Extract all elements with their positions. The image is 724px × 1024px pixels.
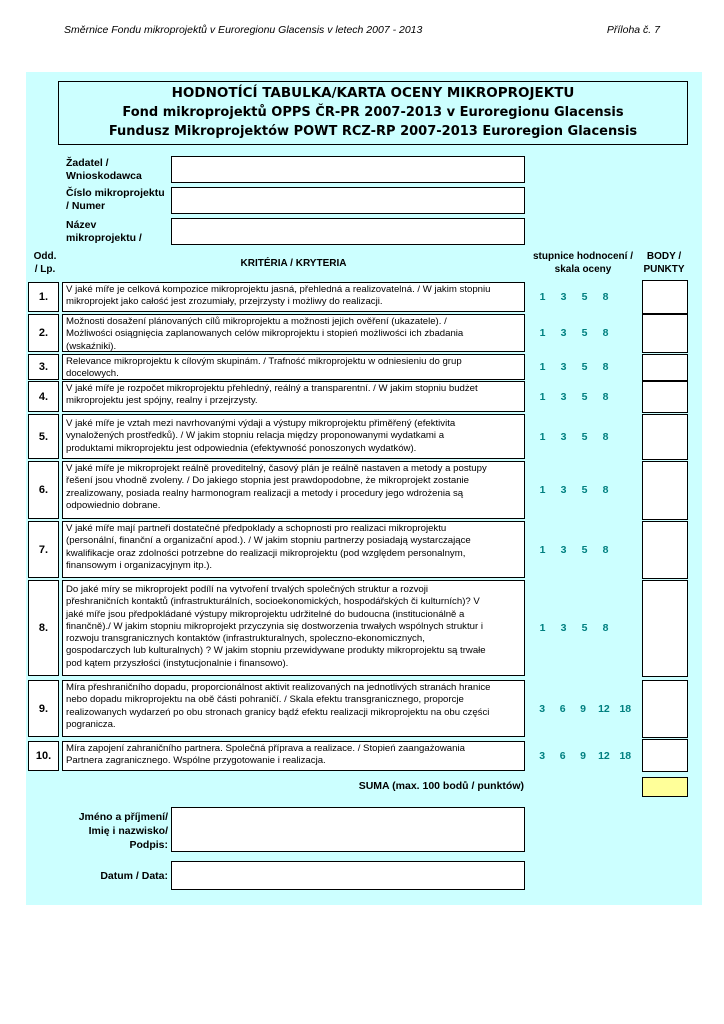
project-number-label: Číslo mikroprojektu / Numer xyxy=(66,187,165,212)
column-header-criteria: KRITÉRIA / KRYTERIA xyxy=(240,258,347,269)
rating-scale: 1 3 5 8 xyxy=(539,291,609,303)
criterion-number: 8. xyxy=(28,580,59,676)
criterion-text: V jaké míře je mikroprojekt reálně proveditelný, časový plán je reálně nastaven a metody a postupy řešení jsou vhodně zvoleny. / Do jakiego stopnia jest prawdopodobne, że mikroprojekt zostanie zrealizowany, posiada realny harmonogram realizacji a metody i procedury jego wdrożenia są odpowiednio dobrane. xyxy=(62,461,525,519)
criterion-text: Do jaké míry se mikroprojekt podílí na vytvoření trvalých společných struktur a rozvoji přeshraničních kontaktů (infrastrukturálních, socioekonomických, hospodářských či kulturních)? V jaké míře jsou předpokládané výstupy mikroprojektu udržitelné do budoucna (institucionálně a finančně)./ W jakim stopniu mikroprojekt przyczynia się dostworzenia trwałych wspólnych struktur i rozwoju transgranicznych kontaktów (infrastrukturalnych, spoleczno-ekonomicznych, gospodarczych lub kulturalnych) ? W jakim stopniu przewidywane produkty mikroprojektu są trwałe pod kątem przyszłości (instytucjonalnie i finansowo). xyxy=(62,580,525,676)
score-input[interactable] xyxy=(642,314,688,353)
criterion-number: 4. xyxy=(28,381,59,412)
score-input[interactable] xyxy=(642,354,688,381)
score-input[interactable] xyxy=(642,280,688,314)
criterion-text: Relevance mikroprojektu k cílovým skupinám. / Trafność mikroprojektu w odniesieniu do grup docelowych. xyxy=(62,354,525,380)
criterion-text: Míra přeshraničního dopadu, proporcionálnost aktivit realizovaných na jednotlivých stranách hranice nebo dopadu mikroprojektu na obě části pohraničí. / Skala efektu transgranicznego, proporcje realizowanych wydarzeń po obu stronach granicy bądź efektu realizacji mikroprojektu na obu części pogranicza. xyxy=(62,680,525,737)
rating-scale: 1 3 5 8 xyxy=(539,543,609,556)
form-title-box xyxy=(58,81,688,145)
rating-scale: 1 3 5 8 xyxy=(539,390,609,403)
criterion-text: Možnosti dosažení plánovaných cílů mikroprojektu a možnosti jejich ověření (ukazatele). / Możliwości osiągnięcia zaplanowanych celów mikroprojektu i stopień możliwości ich zbadania (wskaźniki). xyxy=(62,314,525,352)
page-header xyxy=(64,24,660,40)
score-input[interactable] xyxy=(642,461,688,520)
page-header-title: Směrnice Fondu mikroprojektů v Euroregionu Glacensis v letech 2007 - 2013 xyxy=(64,24,423,36)
criterion-number: 9. xyxy=(28,680,59,737)
criterion-number: 3. xyxy=(28,354,59,380)
applicant-input[interactable] xyxy=(171,156,525,183)
form-subtitle-cz: Fond mikroprojektů OPPS ČR-PR 2007-2013 v Euroregionu Glacensis xyxy=(122,105,624,120)
project-name-label: Název mikroprojektu / xyxy=(66,219,142,244)
column-header-number: Odd. / Lp. xyxy=(33,251,57,275)
date-label: Datum / Data: xyxy=(100,870,168,882)
applicant-label: Žadatel / Wnioskodawca xyxy=(66,157,142,182)
rating-scale: 1 3 5 8 xyxy=(539,361,609,373)
rating-scale: 1 3 5 8 xyxy=(539,484,609,496)
criterion-number: 7. xyxy=(28,521,59,578)
total-score-input[interactable] xyxy=(642,777,688,797)
evaluator-name-input[interactable] xyxy=(171,807,525,852)
rating-scale: 1 3 5 8 xyxy=(539,327,609,339)
column-header-points: BODY / PUNKTY xyxy=(643,251,685,275)
criterion-number: 1. xyxy=(28,282,59,312)
score-input[interactable] xyxy=(642,580,688,677)
project-name-input[interactable] xyxy=(171,218,525,245)
date-input[interactable] xyxy=(171,861,525,890)
criterion-number: 10. xyxy=(28,741,59,771)
criterion-text: V jaké míře mají partneři dostatečné předpoklady a schopnosti pro realizaci mikroprojektu (personální, finanční a organizační apod.). / W jakim stopniu partnerzy posiadają wystarczające kwalifikacje oraz zdolności potrzebne do realizacji mikroprojektu (pod względem personalnym, finansowym i organizacyjnym itp.). xyxy=(62,521,525,578)
project-number-input[interactable] xyxy=(171,187,525,214)
criterion-text: V jaké míře je celková kompozice mikroprojektu jasná, přehledná a realizovatelná. / W jakim stopniu mikroprojekt jako całość jest zrozumiały, przejrzysty i możliwy do realizacji. xyxy=(62,282,525,312)
criterion-text: Míra zapojení zahraničního partnera. Společná příprava a realizace. / Stopień zaangażowania Partnera zagranicznego. Wspólne przygotowanie i realizacja. xyxy=(62,741,525,771)
criterion-text: V jaké míře je rozpočet mikroprojektu přehledný, reálný a transparentní. / W jakim stopniu budżet mikroprojektu jest spójny, realny i przejrzysty. xyxy=(62,381,525,412)
score-input[interactable] xyxy=(642,381,688,413)
rating-scale: 1 3 5 8 xyxy=(539,622,609,634)
criterion-text: V jaké míře je vztah mezi navrhovanými výdaji a výstupy mikroprojektu přiměřený (efektivita vynaložených prostředků). / W jakim stopniu relacja między proponowanymi wydatkami a produktami mikroprojektu jest odpowiednia (efektywność ponoszonych wydatków). xyxy=(62,414,525,459)
column-header-scale: stupnice hodnocení / skala oceny xyxy=(532,251,633,275)
rating-scale: 3 6 9 12 18 xyxy=(539,750,632,762)
form-title: HODNOTÍCÍ TABULKA/KARTA OCENY MIKROPROJEKTU xyxy=(171,85,575,101)
criterion-number: 2. xyxy=(28,314,59,352)
score-input[interactable] xyxy=(642,521,688,579)
criterion-number: 6. xyxy=(28,461,59,519)
evaluator-name-label: Jméno a příjmení/ Imię i nazwisko/ Podpis: xyxy=(78,811,168,851)
form-subtitle-pl: Fundusz Mikroprojektów POWT RCZ-RP 2007-2013 Euroregion Glacensis xyxy=(108,124,638,139)
total-label: SUMA (max. 100 bodů / punktów) xyxy=(358,780,524,792)
attachment-number: Příloha č. 7 xyxy=(606,24,660,36)
score-input[interactable] xyxy=(642,739,688,772)
rating-scale: 3 6 9 12 18 xyxy=(539,702,632,715)
criterion-number: 5. xyxy=(28,414,59,459)
score-input[interactable] xyxy=(642,680,688,738)
rating-scale: 1 3 5 8 xyxy=(539,430,609,443)
score-input[interactable] xyxy=(642,414,688,460)
